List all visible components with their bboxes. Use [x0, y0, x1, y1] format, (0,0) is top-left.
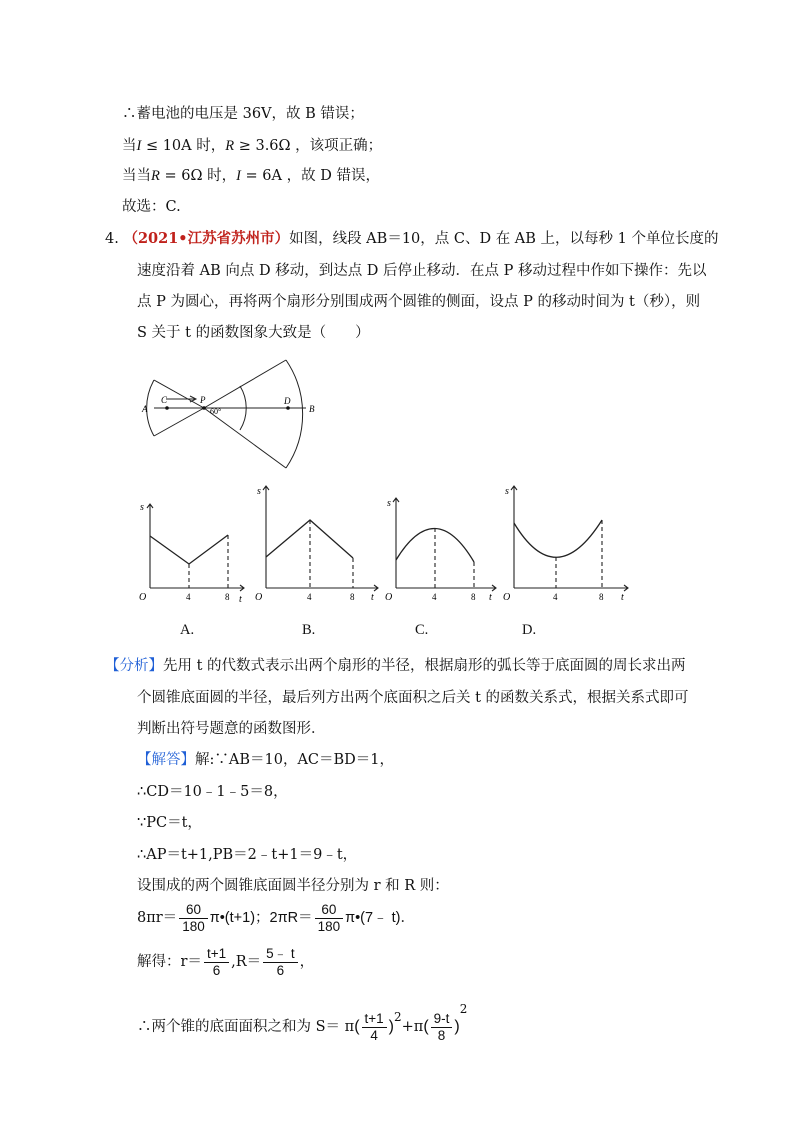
question-4-line-4: S 关于 t 的函数图象大致是（ ） — [137, 325, 370, 341]
tick-8: 8 — [599, 592, 604, 602]
analysis-line-3: 判断出符号题意的函数图形． — [137, 721, 326, 737]
axis-label-s: s — [505, 486, 509, 497]
denominator: 180 — [182, 918, 205, 934]
text-fragment: 当当 — [122, 168, 151, 184]
text-fragment: ， — [299, 954, 315, 970]
text-fragment: 解:∵AB＝10，AC＝BD＝1， — [195, 752, 395, 768]
text-fragment: π•(7﹣ t)． — [345, 910, 415, 926]
var-R: R — [225, 138, 235, 154]
graph-b-curve — [266, 520, 353, 558]
analysis-line-1 — [105, 656, 686, 676]
point-p — [202, 406, 206, 410]
tick-4: 4 — [307, 592, 312, 602]
equation-area-sum: ∴两个锥的底面面积之和为 S＝ π( $\frac{t+1}{4}$ )$^2$+π( $\frac{9-t}{8}$ )$^2$ — [137, 1002, 468, 1043]
axis-label-s: s — [257, 486, 261, 497]
var-I: I — [236, 168, 241, 184]
sector-figure — [138, 356, 318, 472]
text-fragment: +π — [401, 1019, 424, 1035]
fraction — [431, 1011, 453, 1044]
graph-a-curve — [150, 535, 228, 564]
origin-label: O — [139, 592, 147, 603]
option-d-label: D. — [522, 622, 537, 638]
question-4-line-1 — [105, 229, 719, 249]
option-b-label: B. — [302, 622, 316, 638]
solution-tag: 【解答】 — [137, 752, 195, 768]
numerator: 5﹣ t — [263, 946, 298, 963]
fraction — [204, 946, 229, 979]
analysis-tag: 【分析】 — [105, 658, 163, 674]
tick-8: 8 — [225, 592, 230, 602]
axis-label-s: s — [140, 502, 144, 513]
axis-label-s: s — [387, 498, 391, 509]
solution-line-3: ∵PC＝t， — [137, 815, 202, 831]
fraction — [179, 902, 208, 935]
axis-label-t: t — [239, 594, 242, 605]
graph-d — [500, 478, 632, 606]
tick-8: 8 — [471, 592, 476, 602]
text-fragment: ≥ 3.6Ω ，该项正确； — [234, 138, 383, 154]
axis-label-t: t — [489, 592, 492, 603]
option-a-label: A. — [180, 622, 195, 638]
left-sector-arc — [147, 380, 154, 436]
point-d — [286, 406, 290, 410]
fraction — [263, 946, 298, 979]
equation-arc-length — [137, 900, 415, 936]
tick-4: 4 — [553, 592, 558, 602]
left-sector-edge-bottom — [154, 408, 204, 436]
question-source: （2021•江苏省苏州市） — [123, 230, 290, 247]
var-I: I — [136, 138, 142, 154]
text-fragment: ≤ 10A 时， — [141, 138, 226, 154]
label-c: C — [161, 395, 168, 405]
graph-c — [382, 490, 500, 606]
exponent: 2 — [459, 1002, 468, 1016]
point-c — [165, 406, 169, 410]
exponent: 2 — [394, 1010, 402, 1024]
text-fragment: 解得：r＝ — [137, 954, 202, 970]
right-sector-arc — [286, 360, 303, 468]
text-fragment: 8πr＝ — [137, 910, 178, 926]
label-angle: 60° — [210, 407, 222, 416]
text-line-voltage: ∴蓄电池的电压是 36V，故 B 错误； — [122, 106, 364, 122]
text-fragment: ∴两个锥的底面面积之和为 S＝ π — [137, 1019, 355, 1035]
label-b: B — [309, 404, 315, 414]
label-a: A — [142, 404, 148, 414]
origin-label: O — [255, 592, 263, 603]
text-fragment: ,R＝ — [231, 954, 262, 970]
numerator: 60 — [179, 902, 208, 919]
text-line-current-condition — [122, 136, 382, 156]
numerator: t+1 — [362, 1011, 387, 1028]
numerator: 9-t — [431, 1011, 453, 1028]
text-line-resistance-condition — [122, 166, 380, 186]
text-fragment: 先用 t 的代数式表示出两个扇形的半径，根据扇形的弧长等于底面圆的周长求出两 — [163, 658, 686, 674]
text-fragment: 如图，线段 AB＝10，点 C、D 在 AB 上，以每秒 1 个单位长度的 — [289, 231, 719, 247]
denominator: 6 — [276, 962, 285, 978]
denominator: 8 — [437, 1027, 446, 1043]
solution-line-5: 设围成的两个圆锥底面圆半径分别为 r 和 R 则： — [137, 878, 449, 894]
solution-line-4: ∴AP＝t+1,PB＝2﹣t+1＝9﹣t， — [137, 847, 358, 863]
origin-label: O — [385, 592, 393, 603]
numerator: t+1 — [204, 946, 229, 963]
denominator: 180 — [317, 918, 341, 934]
text-fragment: = 6Ω 时， — [159, 168, 237, 184]
fraction — [362, 1011, 387, 1044]
text-fragment: = 6A ，故 D 错误， — [240, 168, 380, 184]
axis-label-t: t — [371, 592, 374, 603]
tick-8: 8 — [350, 592, 355, 602]
origin-label: O — [503, 592, 511, 603]
graph-a — [136, 496, 248, 606]
solution-line-1 — [137, 750, 394, 770]
tick-4: 4 — [432, 592, 437, 602]
fraction — [315, 902, 344, 935]
graph-b — [252, 478, 382, 606]
label-p: P — [200, 395, 206, 405]
numerator: 60 — [315, 902, 344, 919]
option-c-label: C. — [415, 622, 429, 638]
question-4-line-2: 速度沿着 AB 向点 D 移动，到达点 D 后停止移动．在点 P 移动过程中作如下操作：先以 — [137, 263, 707, 279]
right-sector-edge-top — [204, 360, 286, 408]
tick-4: 4 — [186, 592, 191, 602]
question-number: 4. — [105, 231, 119, 247]
text-line-answer-c: 故选：C. — [122, 199, 181, 215]
graph-d-curve — [514, 520, 602, 557]
denominator: 4 — [370, 1027, 378, 1043]
axis-label-t: t — [621, 592, 624, 603]
label-d: D — [284, 396, 291, 406]
analysis-line-2: 个圆锥底面圆的半径，最后列方出两个底面积之后关 t 的函数关系式，根据关系式即可 — [137, 690, 689, 706]
equation-radii — [137, 944, 314, 980]
solution-line-2: ∴CD＝10﹣1﹣5＝8， — [137, 784, 288, 800]
denominator: 6 — [212, 962, 221, 978]
text-fragment: 当 — [122, 138, 137, 154]
var-R: R — [151, 168, 160, 184]
question-4-line-3: 点 P 为圆心，再将两个扇形分别围成两个圆锥的侧面，设点 P 的移动时间为 t（秒），则 — [137, 294, 701, 310]
text-fragment: π•(t+1)；2πR＝ — [209, 910, 313, 926]
